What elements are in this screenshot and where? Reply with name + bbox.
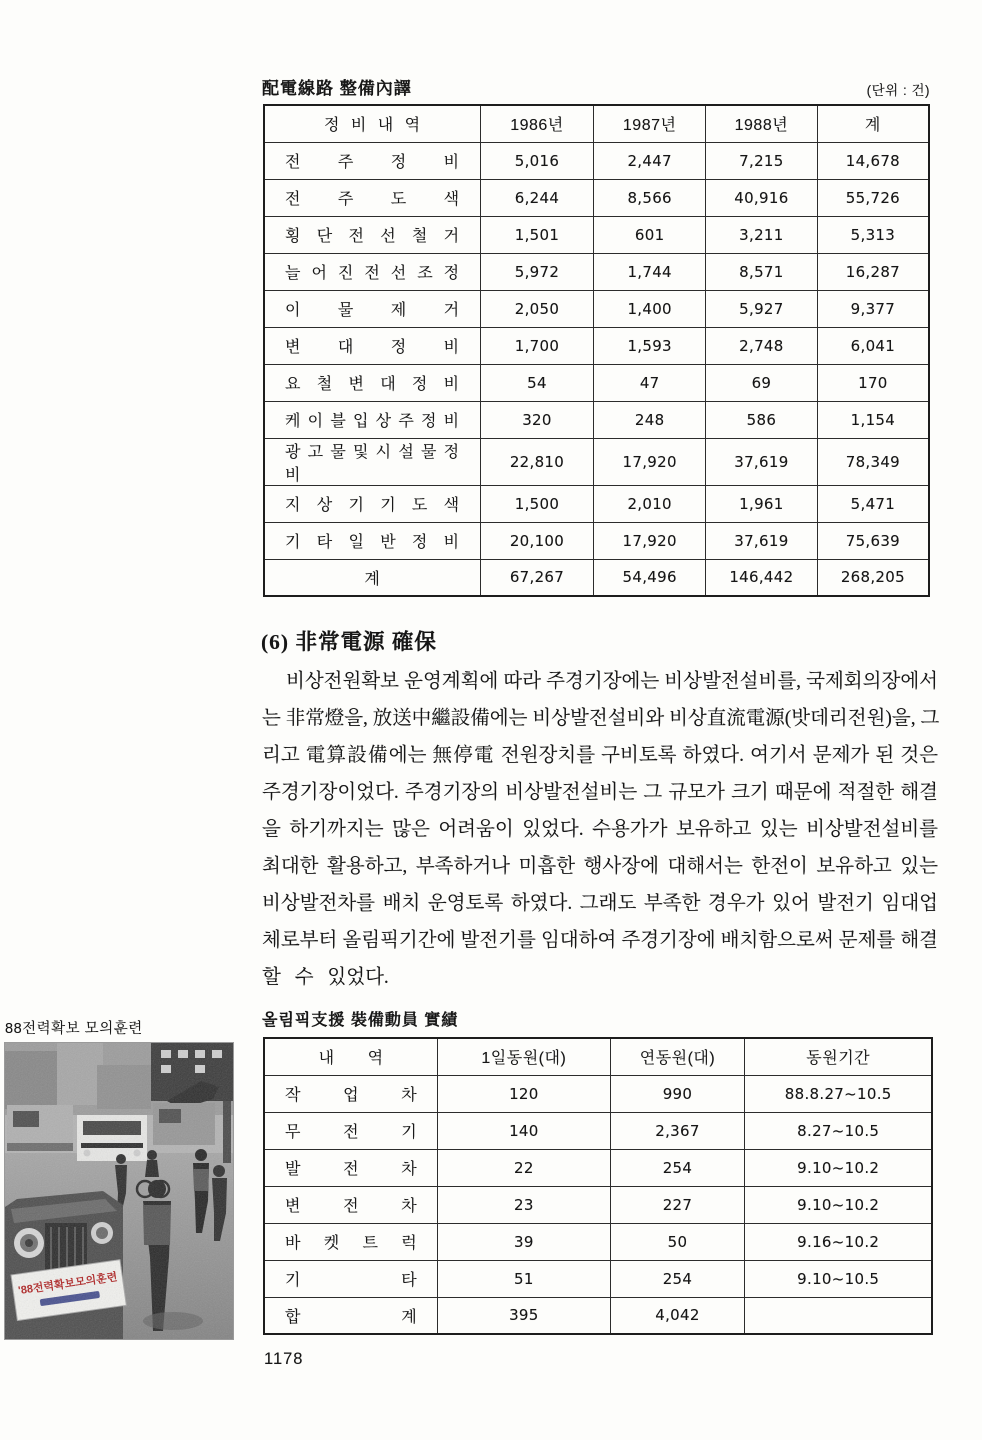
value-cell: 1,154: [817, 401, 929, 438]
value-cell: 9.10~10.2: [745, 1149, 932, 1186]
value-cell: 37,619: [706, 522, 818, 559]
banner-text: '88전력확보모의훈련: [17, 1271, 119, 1298]
value-cell: 39: [438, 1223, 610, 1260]
table-row: [264, 401, 929, 438]
table1-unit-note: (단위 : 건): [866, 83, 930, 98]
table2-title: 올림픽支援 裝備動員 實績: [262, 1012, 459, 1029]
value-cell: 17,920: [594, 438, 706, 485]
value-cell: 5,471: [817, 485, 929, 522]
table-row: [264, 142, 929, 179]
value-cell: 5,313: [817, 216, 929, 253]
table-row: [264, 253, 929, 290]
column-header: 1일동원(대): [438, 1038, 610, 1075]
value-cell: 9.10~10.2: [745, 1186, 932, 1223]
row-label-cell: 요 철 변 대 정 비: [264, 364, 480, 401]
paragraph-line: 할 수 있었다.: [262, 967, 389, 988]
value-cell: 586: [706, 401, 818, 438]
value-cell: 51: [438, 1260, 610, 1297]
value-cell: 1,744: [594, 253, 706, 290]
table-row: [264, 1075, 932, 1112]
row-label-cell: 바 켓 트 럭: [264, 1223, 438, 1260]
table-row: [264, 485, 929, 522]
value-cell: 14,678: [817, 142, 929, 179]
value-cell: 146,442: [706, 559, 818, 596]
table-row: [264, 1112, 932, 1149]
value-cell: 9.16~10.2: [745, 1223, 932, 1260]
table1-header-row: [262, 74, 930, 99]
value-cell: 248: [594, 401, 706, 438]
value-cell: 8,571: [706, 253, 818, 290]
column-header: 1986년: [480, 105, 594, 142]
value-cell: 2,447: [594, 142, 706, 179]
value-cell: 6,244: [480, 179, 594, 216]
table-row: [264, 1186, 932, 1223]
table-row: [264, 327, 929, 364]
value-cell: 8,566: [594, 179, 706, 216]
row-label-cell: 계: [264, 559, 480, 596]
table-header-row: [264, 1038, 932, 1075]
row-label-cell: 발 전 차: [264, 1149, 438, 1186]
row-label-cell: 합 계: [264, 1297, 438, 1334]
value-cell: 40,916: [706, 179, 818, 216]
value-cell: [745, 1297, 932, 1334]
value-cell: 50: [610, 1223, 745, 1260]
value-cell: 2,367: [610, 1112, 745, 1149]
row-label-cell: 지 상 기 기 도 색: [264, 485, 480, 522]
column-header: 내 역: [264, 1038, 438, 1075]
table-row: [264, 1149, 932, 1186]
column-header: 1988년: [706, 105, 818, 142]
value-cell: 1,500: [480, 485, 594, 522]
value-cell: 22: [438, 1149, 610, 1186]
value-cell: 9.10~10.5: [745, 1260, 932, 1297]
row-label-cell: 이 물 제 거: [264, 290, 480, 327]
table-header-row: [264, 105, 929, 142]
paragraph-line: 최대한 활용하고, 부족하거나 미흡한 행사장에 대해서는 한전이 보유하고 있는: [262, 856, 938, 877]
row-label-cell: 기 타: [264, 1260, 438, 1297]
table-row: [264, 290, 929, 327]
section-heading: (6) 非常電源 確保: [261, 630, 437, 654]
row-label-cell: 전 주 정 비: [264, 142, 480, 179]
value-cell: 23: [438, 1186, 610, 1223]
row-label-cell: 횡 단 전 선 철 거: [264, 216, 480, 253]
value-cell: 37,619: [706, 438, 818, 485]
table-row: [264, 179, 929, 216]
value-cell: 55,726: [817, 179, 929, 216]
value-cell: 22,810: [480, 438, 594, 485]
value-cell: 3,211: [706, 216, 818, 253]
value-cell: 601: [594, 216, 706, 253]
value-cell: 268,205: [817, 559, 929, 596]
value-cell: 170: [817, 364, 929, 401]
value-cell: 88.8.27~10.5: [745, 1075, 932, 1112]
value-cell: 7,215: [706, 142, 818, 179]
value-cell: 8.27~10.5: [745, 1112, 932, 1149]
row-label-cell: 케 이 블 입 상 주 정 비: [264, 401, 480, 438]
table-row: [264, 1223, 932, 1260]
column-header: 동원기간: [745, 1038, 932, 1075]
value-cell: 78,349: [817, 438, 929, 485]
value-cell: 54,496: [594, 559, 706, 596]
table-row: [264, 1260, 932, 1297]
table-row: [264, 364, 929, 401]
olympic-equipment-mobilization-table: [263, 1037, 933, 1335]
value-cell: 1,961: [706, 485, 818, 522]
row-label-cell: 무 전 기: [264, 1112, 438, 1149]
row-label-cell: 변 대 정 비: [264, 327, 480, 364]
row-label-cell: 변 전 차: [264, 1186, 438, 1223]
value-cell: 47: [594, 364, 706, 401]
column-header: 연동원(대): [610, 1038, 745, 1075]
value-cell: 20,100: [480, 522, 594, 559]
value-cell: 4,042: [610, 1297, 745, 1334]
value-cell: 2,050: [480, 290, 594, 327]
drill-photo: [5, 1043, 233, 1339]
value-cell: 254: [610, 1260, 745, 1297]
paragraph-line: 주경기장이었다. 주경기장의 비상발전설비는 그 규모가 크기 때문에 적절한 해결: [262, 782, 938, 803]
value-cell: 227: [610, 1186, 745, 1223]
value-cell: 2,010: [594, 485, 706, 522]
row-label-cell: 전 주 도 색: [264, 179, 480, 216]
value-cell: 16,287: [817, 253, 929, 290]
table1-title: 配電線路 整備內譯: [262, 79, 412, 98]
value-cell: 1,501: [480, 216, 594, 253]
column-header: 정 비 내 역: [264, 105, 480, 142]
value-cell: 6,041: [817, 327, 929, 364]
paragraph-line: 는 非常燈을, 放送中繼設備에는 비상발전설비와 비상直流電源(밧데리전원)을, 그: [262, 708, 940, 729]
page-number: 1178: [264, 1350, 304, 1368]
row-label-cell: 광 고 물 및 시 설 물 정 비: [264, 438, 480, 485]
value-cell: 69: [706, 364, 818, 401]
value-cell: 254: [610, 1149, 745, 1186]
value-cell: 5,927: [706, 290, 818, 327]
paragraph-line: 비상전원확보 운영계획에 따라 주경기장에는 비상발전설비를, 국제회의장에서: [286, 671, 938, 692]
table-row: [264, 438, 929, 485]
value-cell: 1,593: [594, 327, 706, 364]
value-cell: 2,748: [706, 327, 818, 364]
paragraph-line: 체로부터 올림픽기간에 발전기를 임대하여 주경기장에 배치함으로써 문제를 해결: [262, 930, 938, 951]
value-cell: 9,377: [817, 290, 929, 327]
column-header: 계: [817, 105, 929, 142]
value-cell: 17,920: [594, 522, 706, 559]
value-cell: 990: [610, 1075, 745, 1112]
value-cell: 395: [438, 1297, 610, 1334]
value-cell: 1,400: [594, 290, 706, 327]
paragraph-line: 비상발전차를 배치 운영토록 하였다. 그래도 부족한 경우가 있어 발전기 임대업: [262, 893, 938, 914]
table-row: [264, 522, 929, 559]
distribution-line-maintenance-table: [263, 104, 930, 597]
value-cell: 54: [480, 364, 594, 401]
value-cell: 67,267: [480, 559, 594, 596]
paragraph-line: 리고 電算設備에는 無停電 전원장치를 구비토록 하였다. 여기서 문제가 된 것은: [262, 745, 938, 766]
table-row: [264, 559, 929, 596]
row-label-cell: 늘 어 진 전 선 조 정: [264, 253, 480, 290]
section-paragraph: [262, 663, 938, 996]
table-row: [264, 216, 929, 253]
value-cell: 5,016: [480, 142, 594, 179]
row-label-cell: 작 업 차: [264, 1075, 438, 1112]
value-cell: 75,639: [817, 522, 929, 559]
table-row: [264, 1297, 932, 1334]
row-label-cell: 기 타 일 반 정 비: [264, 522, 480, 559]
value-cell: 320: [480, 401, 594, 438]
value-cell: 1,700: [480, 327, 594, 364]
value-cell: 120: [438, 1075, 610, 1112]
column-header: 1987년: [594, 105, 706, 142]
value-cell: 140: [438, 1112, 610, 1149]
paragraph-line: 을 하기까지는 많은 어려움이 있었다. 수용가가 보유하고 있는 비상발전설비를: [262, 819, 938, 840]
value-cell: 5,972: [480, 253, 594, 290]
photo-caption: 88전력확보 모의훈련: [5, 1021, 143, 1037]
